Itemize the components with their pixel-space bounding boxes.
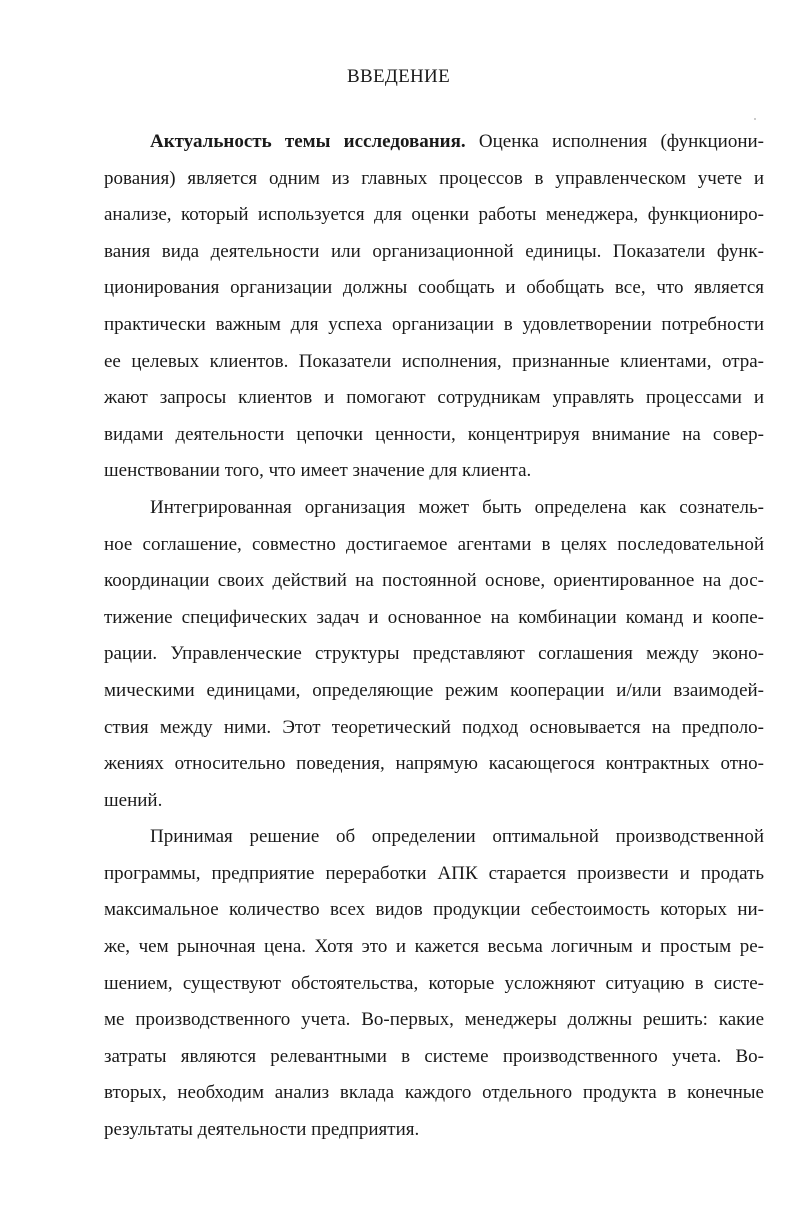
text-line: же, чем рыночная цена. Хотя это и кажется весьма логичным и простым ре- — [104, 936, 764, 958]
text-line: практически важным для успеха организации в удовлетворении потребности — [104, 313, 764, 335]
text-line: затраты являются релевантными в системе производственного учета. Во- — [104, 1045, 764, 1067]
text-line: ционирования организации должны сообщать и обобщать все, что является — [104, 277, 764, 299]
text-line: видами деятельности цепочки ценности, концентрируя внимание на совер- — [104, 423, 764, 445]
text-line: жают запросы клиентов и помогают сотрудникам управлять процессами и — [104, 387, 764, 409]
paragraph-integrated-organization — [104, 490, 764, 819]
text-line: жениях относительно поведения, напрямую касающегося контрактных отно- — [104, 753, 764, 775]
text-line: рования) является одним из главных процессов в управленческом учете и — [104, 167, 764, 189]
text-line: ствия между ними. Этот теоретический подход основывается на предполо- — [104, 716, 764, 738]
text-line: ное соглашение, совместно достигаемое агентами в целях последовательной — [104, 533, 764, 555]
text-line — [104, 124, 764, 161]
text-line: вторых, необходим анализ вклада каждого отдельного продукта в конечные — [104, 1082, 764, 1104]
paragraph-lead: Актуальность темы исследования. — [150, 131, 466, 152]
document-body — [104, 124, 764, 1149]
text-line-content: Оценка исполнения (функциони- — [478, 131, 765, 152]
text-line: шений. — [104, 789, 163, 811]
text-line: мическими единицами, определяющие режим кооперации и/или взаимодей- — [104, 679, 764, 701]
text-line: Интегрированная организация может быть определена как сознатель- — [150, 496, 764, 518]
text-line: ме производственного учета. Во-первых, менеджеры должны решить: какие — [104, 1009, 764, 1031]
text-line: ее целевых клиентов. Показатели исполнения, признанные клиентами, отра- — [104, 350, 764, 372]
text-line: анализе, который используется для оценки работы менеджера, функциониро- — [104, 204, 764, 226]
text-line: вания вида деятельности или организационной единицы. Показатели функ- — [104, 240, 764, 262]
text-line: результаты деятельности предприятия. — [104, 1119, 420, 1141]
text-line: координации своих действий на постоянной основе, ориентированное на дос- — [104, 570, 764, 592]
paragraph-relevance — [104, 124, 764, 490]
text-line: шенствовании того, что имеет значение для клиента. — [104, 460, 532, 482]
text-line: шением, существуют обстоятельства, которые усложняют ситуацию в систе- — [104, 972, 764, 994]
paragraph-production-program — [104, 819, 764, 1148]
text-line: программы, предприятие переработки АПК старается произвести и продать — [104, 862, 764, 884]
text-line: тижение специфических задач и основанное на комбинации команд и коопе- — [104, 606, 764, 628]
text-line: Принимая решение об определении оптимальной производственной — [150, 826, 764, 848]
text-line: рации. Управленческие структуры представляют соглашения между эконо- — [104, 643, 764, 665]
scan-speck — [754, 118, 756, 120]
page-title: ВВЕДЕНИЕ — [347, 66, 450, 87]
text-line: максимальное количество всех видов продукции себестоимость которых ни- — [104, 899, 764, 921]
